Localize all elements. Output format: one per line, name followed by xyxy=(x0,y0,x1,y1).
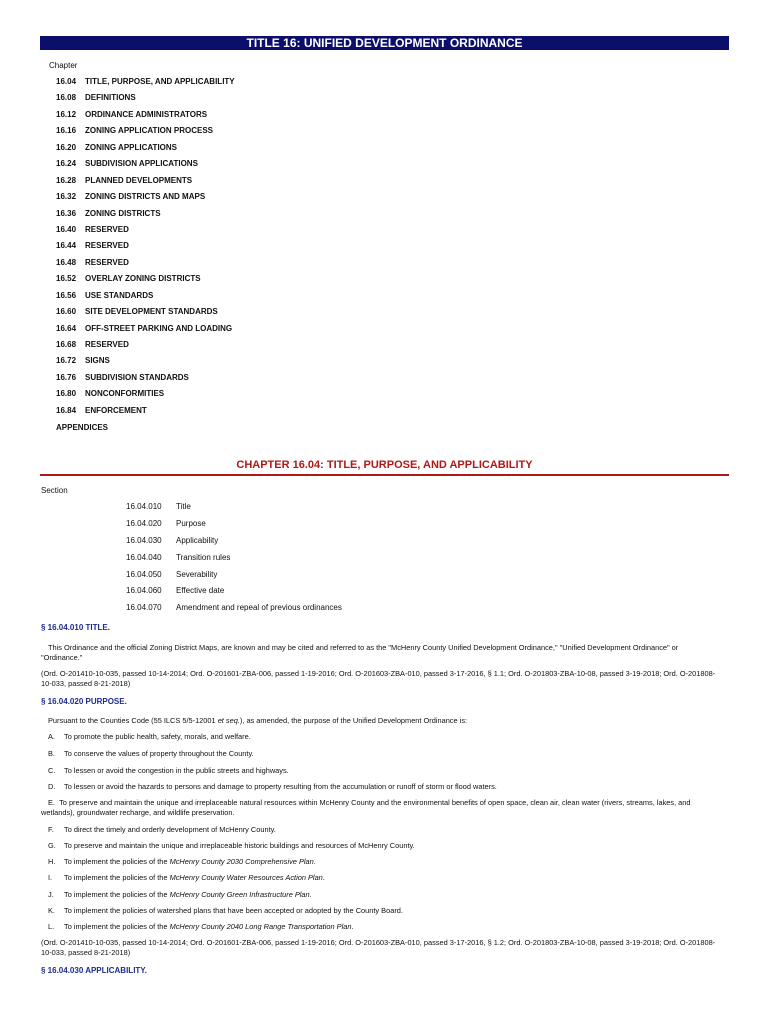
purpose-item xyxy=(48,825,718,835)
chapter-item[interactable] xyxy=(56,403,235,419)
chapter-number: 16.64 xyxy=(56,323,77,333)
section-number: 16.04.020 xyxy=(126,518,162,528)
chapter-name: DEFINITIONS xyxy=(85,93,136,103)
chapter-label: Chapter xyxy=(49,61,78,70)
item-letter: I. xyxy=(48,873,53,882)
chapter-number: 16.60 xyxy=(56,307,77,317)
chapter-item[interactable] xyxy=(56,222,235,238)
purpose-item xyxy=(48,766,718,776)
purpose-item xyxy=(48,782,718,792)
chapter-heading: CHAPTER 16.04: TITLE, PURPOSE, AND APPLICABILITY xyxy=(236,459,533,471)
item-text: To preserve and maintain the unique and irreplaceable natural resources within McHenry County and the environmental benefits of open space, clean air, clean water (rivers, streams, lakes, and wetlands), groundwater recharge, and wildlife preservation. xyxy=(41,798,691,817)
section-name: Effective date xyxy=(176,586,225,596)
item-text: To implement the policies of the xyxy=(64,890,170,899)
item-text-end: . xyxy=(351,922,354,931)
purpose-item xyxy=(48,922,718,932)
chapter-name: ZONING APPLICATIONS xyxy=(85,142,177,152)
section-item[interactable] xyxy=(126,516,342,533)
chapter-divider xyxy=(40,474,729,476)
purpose-intro-text: Pursuant to the Counties Code (55 ILCS 5/5-12001 xyxy=(48,716,218,725)
chapter-item[interactable] xyxy=(56,123,235,139)
section-number: 16.04.070 xyxy=(126,603,162,613)
chapter-number: 16.24 xyxy=(56,159,77,169)
section-name: Severability xyxy=(176,569,218,579)
chapter-name: ZONING DISTRICTS AND MAPS xyxy=(85,192,206,202)
item-letter: C. xyxy=(48,766,56,775)
chapter-name: ZONING DISTRICTS xyxy=(85,208,161,218)
chapter-number: 16.76 xyxy=(56,372,77,382)
section-item[interactable] xyxy=(126,550,342,567)
section-number: 16.04.010 xyxy=(126,502,162,511)
section-heading-applicability[interactable]: § 16.04.030 APPLICABILITY. xyxy=(41,966,147,975)
section-number: 16.04.060 xyxy=(126,586,162,596)
section-item[interactable] xyxy=(126,533,342,550)
chapter-list xyxy=(56,74,235,419)
chapter-number: 16.80 xyxy=(56,389,77,399)
purpose-item xyxy=(48,873,718,883)
plan-name: McHenry County Green Infrastructure Plan xyxy=(169,890,310,899)
purpose-item xyxy=(48,890,718,900)
section-number: 16.04.050 xyxy=(126,569,162,579)
section-list xyxy=(126,499,342,617)
purpose-item xyxy=(48,749,718,759)
item-text: To implement the policies of the xyxy=(64,873,170,882)
purpose-intro xyxy=(41,716,721,726)
section-item[interactable] xyxy=(126,600,342,617)
chapter-number: 16.08 xyxy=(56,93,77,103)
section-item[interactable] xyxy=(126,567,342,584)
chapter-item[interactable] xyxy=(56,156,235,172)
section-number: 16.04.040 xyxy=(126,552,162,562)
chapter-name: RESERVED xyxy=(85,224,129,234)
section-label: Section xyxy=(41,486,68,495)
chapter-number: 16.40 xyxy=(56,224,77,234)
chapter-name: SIGNS xyxy=(85,356,110,366)
section-body-title: This Ordinance and the official Zoning District Maps, are known and may be cited and referred to as the "McHenry County Unified Development Ordinance," "Unified Development Ordinance" or "Ordinance." xyxy=(41,643,679,662)
item-text: To promote the public health, safety, morals, and welfare. xyxy=(64,732,251,741)
history-note: (Ord. O-201410-10-035, passed 10-14-2014; Ord. O-201601-ZBA-006, passed 1-19-2016; Ord. O-201603-ZBA-010, passed 3-17-2016, § 1.1; Ord. O-201803-ZBA-10-08, passed 3-19-2018; Ord. O-201808-10-033, passed 8-21-2018) xyxy=(41,669,716,688)
purpose-intro-text-end: ), as amended, the purpose of the Unified Development Ordinance is: xyxy=(239,716,468,725)
chapter-name: ZONING APPLICATION PROCESS xyxy=(85,126,214,136)
item-text-end: . xyxy=(313,857,316,866)
chapter-number: 16.72 xyxy=(56,356,77,366)
plan-name: McHenry County 2030 Comprehensive Plan xyxy=(169,857,314,866)
purpose-item xyxy=(48,841,718,851)
chapter-item[interactable] xyxy=(56,140,235,156)
section-name: Title xyxy=(176,502,191,511)
chapter-name: SITE DEVELOPMENT STANDARDS xyxy=(85,307,218,317)
chapter-name: SUBDIVISION STANDARDS xyxy=(85,372,189,382)
purpose-item xyxy=(41,798,721,818)
chapter-number: 16.28 xyxy=(56,175,77,185)
chapter-name: PLANNED DEVELOPMENTS xyxy=(85,175,193,185)
chapter-number: 16.68 xyxy=(56,340,77,349)
plan-name: McHenry County Water Resources Action Plan xyxy=(169,873,323,882)
chapter-number: 16.48 xyxy=(56,257,77,267)
chapter-name: RESERVED xyxy=(85,241,129,251)
section-number: 16.04.030 xyxy=(126,535,162,545)
chapter-item[interactable] xyxy=(56,74,235,90)
chapter-name: ORDINANCE ADMINISTRATORS xyxy=(85,109,208,119)
chapter-number: 16.32 xyxy=(56,192,77,202)
chapter-item[interactable] xyxy=(56,386,235,402)
item-letter: G. xyxy=(48,841,56,850)
chapter-name: OFF-STREET PARKING AND LOADING xyxy=(85,323,233,333)
item-text: To implement the policies of the xyxy=(64,857,170,866)
chapter-number: 16.56 xyxy=(56,290,77,300)
chapter-number: 16.04 xyxy=(56,77,77,86)
chapter-name: RESERVED xyxy=(85,340,129,349)
section-item[interactable] xyxy=(126,583,342,600)
chapter-number: 16.44 xyxy=(56,241,77,251)
item-text: To direct the timely and orderly development of McHenry County. xyxy=(64,825,276,834)
section-name: Transition rules xyxy=(176,552,231,562)
document-title: TITLE 16: UNIFIED DEVELOPMENT ORDINANCE xyxy=(40,36,729,50)
chapter-number: 16.84 xyxy=(56,405,77,415)
section-name: Amendment and repeal of previous ordinances xyxy=(176,603,342,613)
chapter-item[interactable] xyxy=(56,173,235,189)
chapter-name: ENFORCEMENT xyxy=(85,405,147,415)
chapter-number: 16.16 xyxy=(56,126,77,136)
chapter-item[interactable] xyxy=(56,206,235,222)
chapter-item[interactable] xyxy=(56,238,235,254)
chapter-name: NONCONFORMITIES xyxy=(85,389,165,399)
section-item[interactable] xyxy=(126,499,342,516)
item-text-end: . xyxy=(322,873,325,882)
history-note: (Ord. O-201410-10-035, passed 10-14-2014; Ord. O-201601-ZBA-006, passed 1-19-2016; Ord. O-201603-ZBA-010, passed 3-17-2016, § 1.2; Ord. O-201803-ZBA-10-08, passed 3-19-2018; Ord. O-201808-10-033, passed 8-21-2018) xyxy=(41,938,716,957)
section-heading-title[interactable]: § 16.04.010 TITLE. xyxy=(41,623,110,632)
item-letter: L. xyxy=(48,922,55,931)
item-letter: H. xyxy=(48,857,56,866)
item-letter: B. xyxy=(48,749,55,758)
appendices-link[interactable]: APPENDICES xyxy=(56,423,109,432)
item-text: To implement the policies of the xyxy=(64,922,170,931)
purpose-item xyxy=(48,732,718,742)
chapter-item[interactable] xyxy=(56,107,235,123)
purpose-item xyxy=(48,906,718,916)
chapter-item[interactable] xyxy=(56,90,235,106)
chapter-number: 16.52 xyxy=(56,274,77,284)
item-letter: A. xyxy=(48,732,55,741)
chapter-number: 16.20 xyxy=(56,142,77,152)
section-name: Applicability xyxy=(176,535,219,545)
chapter-name: SUBDIVISION APPLICATIONS xyxy=(85,159,198,169)
chapter-name: OVERLAY ZONING DISTRICTS xyxy=(85,274,201,284)
chapter-number: 16.36 xyxy=(56,208,77,218)
chapter-item[interactable] xyxy=(56,321,235,337)
section-name: Purpose xyxy=(176,518,206,528)
item-text-end: . xyxy=(309,890,312,899)
item-letter: E. xyxy=(48,798,55,807)
chapter-item[interactable] xyxy=(56,189,235,205)
purpose-intro-italic: et seq. xyxy=(217,716,240,725)
item-letter: D. xyxy=(48,782,56,791)
section-heading-purpose[interactable]: § 16.04.020 PURPOSE. xyxy=(41,697,127,706)
chapter-item[interactable] xyxy=(56,370,235,386)
chapter-item[interactable] xyxy=(56,337,235,353)
chapter-name: RESERVED xyxy=(85,257,129,267)
item-text: To lessen or avoid the hazards to persons and damage to property resulting from the accumulation or runoff of storm or flood waters. xyxy=(64,782,497,791)
item-text: To preserve and maintain the unique and irreplaceable historic buildings and resources of McHenry County. xyxy=(64,841,415,850)
item-text: To conserve the values of property throughout the County. xyxy=(64,749,254,758)
item-letter: J. xyxy=(48,890,54,899)
chapter-name: USE STANDARDS xyxy=(85,290,154,300)
item-text: To implement the policies of watershed plans that have been accepted or adopted by the County Board. xyxy=(64,906,403,915)
item-letter: F. xyxy=(48,825,54,834)
chapter-item[interactable] xyxy=(56,271,235,287)
chapter-item[interactable] xyxy=(56,255,235,271)
item-letter: K. xyxy=(48,906,55,915)
chapter-item[interactable] xyxy=(56,353,235,369)
chapter-item[interactable] xyxy=(56,288,235,304)
item-text: To lessen or avoid the congestion in the public streets and highways. xyxy=(64,766,289,775)
chapter-item[interactable] xyxy=(56,304,235,320)
chapter-number: 16.12 xyxy=(56,109,77,119)
chapter-name: TITLE, PURPOSE, AND APPLICABILITY xyxy=(85,77,235,86)
plan-name: McHenry County 2040 Long Range Transportation Plan xyxy=(169,922,352,931)
purpose-item xyxy=(48,857,718,867)
